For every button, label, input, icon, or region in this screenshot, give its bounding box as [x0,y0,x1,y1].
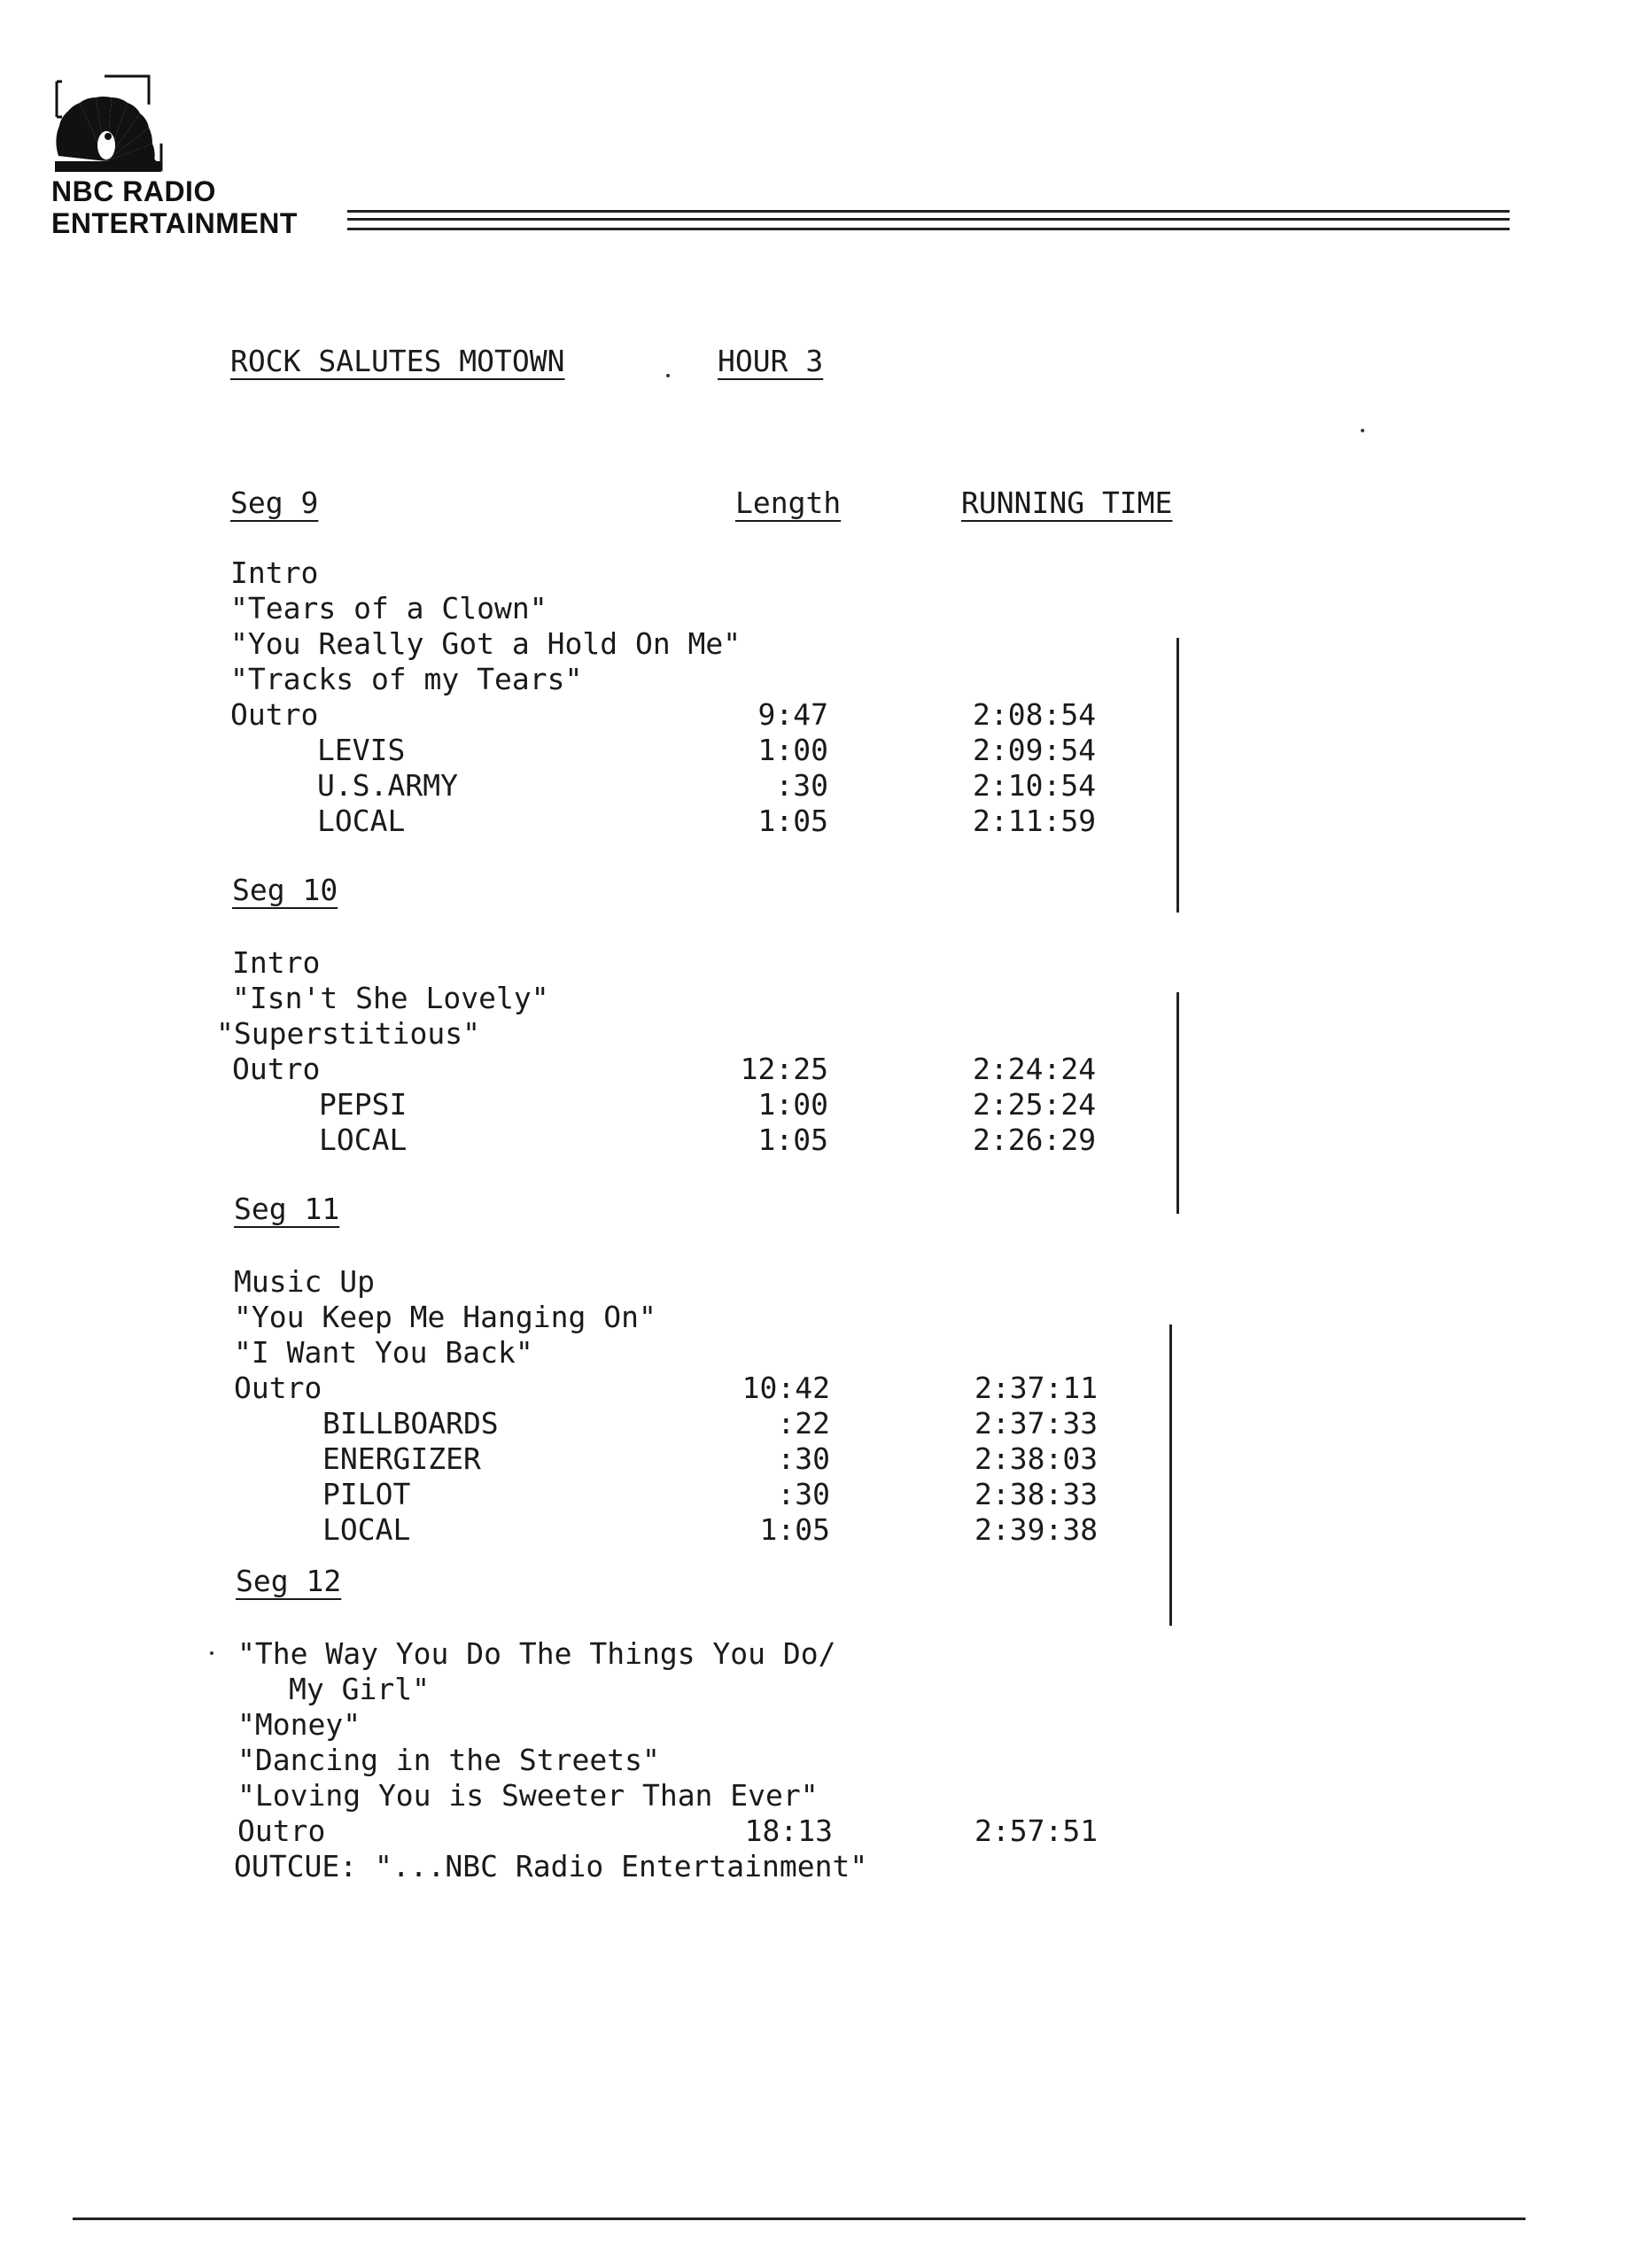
running-time-value: 2:39:38 [974,1512,1099,1547]
length-value: :30 [777,1477,830,1511]
rundown-item: "The Way You Do The Things You Do/ [237,1636,836,1671]
scan-speck [1361,429,1364,432]
running-time-value: 2:26:29 [973,1122,1097,1157]
outcue-line: OUTCUE: "...NBC Radio Entertainment" [234,1849,868,1884]
commercial-item: LEVIS [317,733,406,767]
running-time-value: 2:24:24 [973,1052,1097,1086]
rundown-item: Outro [230,697,319,732]
nbc-peacock-logo-icon [51,69,167,183]
commercial-item: LOCAL [322,1512,411,1547]
length-value: 10:42 [741,1371,830,1405]
rundown-item: "Tracks of my Tears" [230,662,583,696]
running-time-value: 2:11:59 [973,804,1097,838]
running-time-value: 2:25:24 [973,1087,1097,1122]
length-value: 1:05 [757,804,828,838]
segment-title: Seg 10 [232,873,338,907]
footer-rule [73,2218,1526,2220]
brand-name-line2: ENTERTAINMENT [51,207,298,239]
segment-title: Seg 11 [234,1192,340,1226]
length-value: 12:25 [740,1052,828,1086]
segment-title: Seg 9 [230,485,319,520]
margin-bar [1176,638,1179,913]
rundown-item: "You Keep Me Hanging On" [234,1300,656,1334]
rundown-item: Intro [230,555,319,590]
rundown-item: "Money" [237,1707,361,1742]
scan-speck [666,374,670,377]
segment-title: Seg 12 [236,1564,342,1598]
length-value: 18:13 [744,1814,833,1848]
commercial-item: ENERGIZER [322,1441,481,1476]
rundown-item: Outro [234,1371,322,1405]
commercial-item: U.S.ARMY [317,768,458,803]
rundown-item: Outro [237,1814,326,1848]
running-time-value: 2:10:54 [973,768,1097,803]
commercial-item: PEPSI [319,1087,408,1122]
running-time-value: 2:37:33 [974,1406,1099,1441]
commercial-item: LOCAL [319,1122,408,1157]
running-time-value: 2:37:11 [974,1371,1099,1405]
hour-label: HOUR 3 [718,344,824,378]
commercial-item: BILLBOARDS [322,1406,499,1441]
length-value: 9:47 [757,697,828,732]
letterhead-rule-middle [347,218,1510,221]
brand-name-line1: NBC RADIO [51,175,216,207]
length-value: :22 [777,1406,830,1441]
rundown-item: "Loving You is Sweeter Than Ever" [237,1778,819,1813]
scan-speck [210,1651,214,1655]
running-time-value: 2:38:33 [974,1477,1099,1511]
margin-bar [1169,1324,1172,1626]
rundown-item: Outro [232,1052,321,1086]
commercial-item: LOCAL [317,804,406,838]
running-time-value: 2:57:51 [974,1814,1099,1848]
letterhead-rule-bottom [347,228,1510,230]
length-column-header: Length [735,485,842,520]
length-value: 1:05 [757,1122,828,1157]
running-time-value: 2:08:54 [973,697,1097,732]
length-value: 1:00 [757,733,828,767]
rundown-item: "Dancing in the Streets" [237,1743,660,1777]
rundown-item: "Superstitious" [216,1016,481,1051]
rundown-item: My Girl" [289,1672,430,1706]
letterhead-rule-top [347,210,1510,213]
length-value: 1:00 [757,1087,828,1122]
length-value: :30 [777,1441,830,1476]
program-title: ROCK SALUTES MOTOWN [230,344,565,378]
running-time-value: 2:38:03 [974,1441,1099,1476]
length-value: :30 [775,768,828,803]
commercial-item: PILOT [322,1477,411,1511]
rundown-item: "Isn't She Lovely" [232,981,549,1015]
rundown-item: "You Really Got a Hold On Me" [230,626,741,661]
length-value: 1:05 [759,1512,830,1547]
rundown-item: Intro [232,945,321,980]
margin-bar [1176,992,1179,1214]
rundown-item: "I Want You Back" [234,1335,533,1370]
running-time-value: 2:09:54 [973,733,1097,767]
rundown-item: Music Up [234,1264,375,1299]
rundown-item: "Tears of a Clown" [230,591,547,625]
running-time-column-header: RUNNING TIME [961,485,1173,520]
